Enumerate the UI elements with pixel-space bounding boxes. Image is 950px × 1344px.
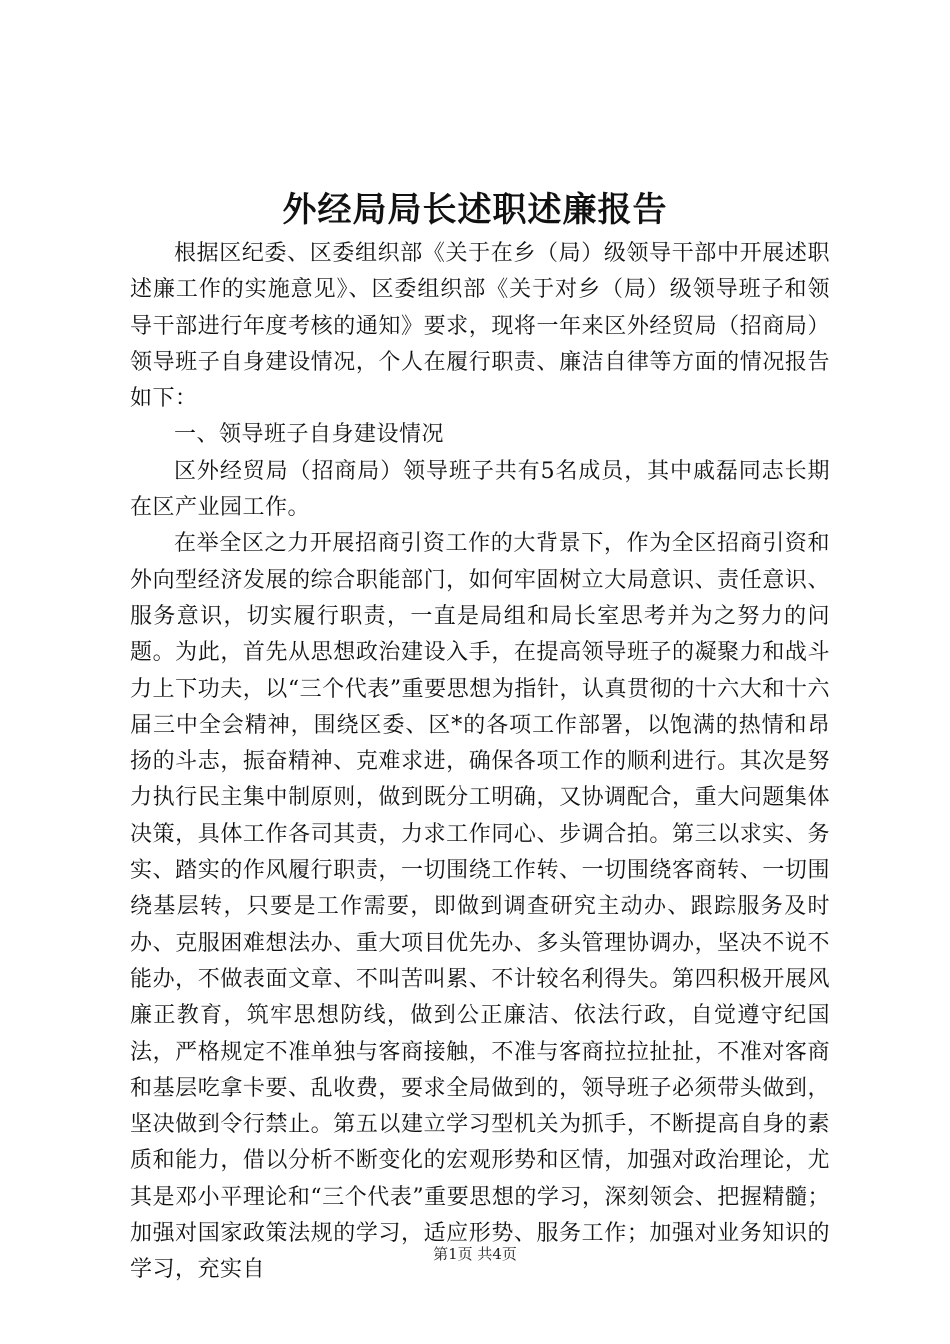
section-heading: 一、领导班子自身建设情况 bbox=[174, 422, 445, 448]
paragraph-intro: 根据区纪委、区委组织部《关于在乡（局）级领导干部中开展述职述廉工作的实施意见》、区委组织部《关于对乡（局）级领导班子和领导干部进行年度考核的通知》要求，现将一年来区外经贸局（招商局）领导班子自身建设情况，个人在履行职责、廉洁自律等方面的情况报告如下： bbox=[130, 241, 830, 412]
document-title: 外经局局长述职述廉报告 bbox=[282, 190, 668, 230]
paragraph-members: 区外经贸局（招商局）领导班子共有5名成员，其中戚磊同志长期在区产业园工作。 bbox=[130, 458, 830, 521]
page-number-footer: 第1页 共4页 bbox=[433, 1245, 517, 1263]
document-body bbox=[130, 236, 830, 1289]
paragraph-main: 在举全区之力开展招商引资工作的大背景下，作为全区招商引资和外向型经济发展的综合职能部门，如何牢固树立大局意识、责任意识、服务意识，切实履行职责，一直是局组和局长室思考并为之努力的问题。为此，首先从思想政治建设入手，在提高领导班子的凝聚力和战斗力上下功夫，以“三个代表”重要思想为指针，认真贯彻的十六大和十六届三中全会精神，围绕区委、区*的各项工作部署，以饱满的热情和昂扬的斗志，振奋精神、克难求进，确保各项工作的顺利进行。其次是努力执行民主集中制原则，做到既分工明确，又协调配合，重大问题集体决策，具体工作各司其责，力求工作同心、步调合拍。第三以求实、务实、踏实的作风履行职责，一切围绕工作转、一切围绕客商转、一切围绕基层转，只要是工作需要，即做到调查研究主动办、跟踪服务及时办、克服困难想法办、重大项目优先办、多头管理协调办，坚决不说不能办，不做表面文章、不叫苦叫累、不计较名利得失。第四积极开展风廉正教育，筑牢思想防线，做到公正廉洁、依法行政，自觉遵守纪国法，严格规定不准单独与客商接触，不准与客商拉拉扯扯，不准对客商和基层吃拿卡要、乱收费，要求全局做到的，领导班子必须带头做到，坚决做到令行禁止。第五以建立学习型机关为抓手，不断提高自身的素质和能力，借以分析不断变化的宏观形势和区情，加强对政治理论，尤其是邓小平理论和“三个代表”重要思想的学习，深刻领会、把握精髓；加强对国家政策法规的学习，适应形势、服务工作；加强对业务知识的学习，充实自 bbox=[130, 531, 830, 1283]
